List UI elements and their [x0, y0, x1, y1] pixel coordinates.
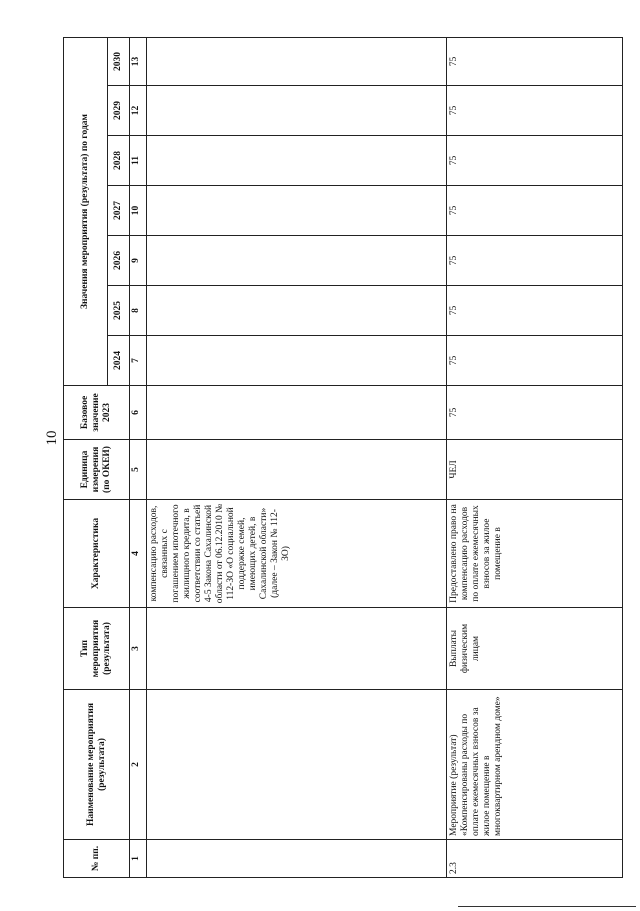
cell-name: Мероприятие (результат) «Компенсированы расходы по оплате ежемесячных взносов за жилое помещение в многоквартирном арендном доме»	[447, 690, 623, 840]
col-number: 6	[130, 386, 147, 440]
col-number: 11	[130, 136, 147, 186]
cell-value: 75	[447, 236, 623, 286]
col-number: 2	[130, 690, 147, 840]
header-year: 2024	[108, 336, 130, 386]
page-number: 10	[44, 430, 60, 446]
cell-character: Предоставлено право на компенсацию расходов по оплате ежемесячных взносов за жилое помещение в	[447, 500, 623, 608]
cell-value: 75	[447, 286, 623, 336]
cell-value: 75	[447, 336, 623, 386]
cell-empty	[147, 336, 447, 386]
cell-empty	[147, 608, 447, 690]
cell-empty	[147, 440, 447, 500]
header-year: 2029	[108, 86, 130, 136]
table-row-2-3	[447, 37, 623, 877]
cell-no: 2.3	[447, 840, 623, 878]
header-type: Тип мероприятия (результата)	[64, 608, 130, 690]
cell-empty	[147, 86, 447, 136]
cell-empty	[147, 386, 447, 440]
header-values: Значения мероприятия (результата) по годам	[64, 37, 108, 385]
table-row-continuation	[147, 37, 447, 877]
cell-empty	[147, 840, 447, 878]
cell-value: 75	[447, 86, 623, 136]
header-name: Наименование мероприятия (результата)	[64, 690, 130, 840]
cell-empty	[147, 37, 447, 85]
col-number: 12	[130, 86, 147, 136]
col-number: 10	[130, 186, 147, 236]
cell-empty	[147, 236, 447, 286]
column-number-row	[130, 37, 147, 877]
header-row-1	[64, 37, 108, 877]
cell-empty	[147, 690, 447, 840]
col-number: 1	[130, 840, 147, 878]
cell-empty	[147, 286, 447, 336]
col-number: 8	[130, 286, 147, 336]
header-year: 2030	[108, 37, 130, 85]
cell-base: 75	[447, 386, 623, 440]
bottom-rule	[458, 906, 636, 907]
header-year: 2025	[108, 286, 130, 336]
cell-type: Выплаты физическим лицам	[447, 608, 623, 690]
col-number: 9	[130, 236, 147, 286]
col-number: 3	[130, 608, 147, 690]
cell-empty	[147, 186, 447, 236]
activities-table	[63, 37, 623, 878]
col-number: 13	[130, 37, 147, 85]
header-year: 2026	[108, 236, 130, 286]
header-year: 2028	[108, 136, 130, 186]
col-number: 7	[130, 336, 147, 386]
cell-value: 75	[447, 136, 623, 186]
cell-character: компенсацию расходов, связанных с погашением ипотечного жилищного кредита, в соответствии со статьей 4-5 Закона Сахалинской области от 06.12.2010 № 112-ЗО «О социальной поддержке семей, имеющих детей, в Сахалинской области» (далее – Закон № 112-ЗО)	[147, 500, 447, 608]
col-number: 4	[130, 500, 147, 608]
header-base: Базовое значение 2023	[64, 386, 130, 440]
rotated-table-container	[63, 38, 623, 878]
cell-value: 75	[447, 37, 623, 85]
col-number: 5	[130, 440, 147, 500]
header-no: № пп.	[64, 840, 130, 878]
cell-empty	[147, 136, 447, 186]
header-unit: Единица измерения (по ОКЕИ)	[64, 440, 130, 500]
cell-value: 75	[447, 186, 623, 236]
header-year: 2027	[108, 186, 130, 236]
header-character: Характеристика	[64, 500, 130, 608]
cell-unit: ЧЕЛ	[447, 440, 623, 500]
